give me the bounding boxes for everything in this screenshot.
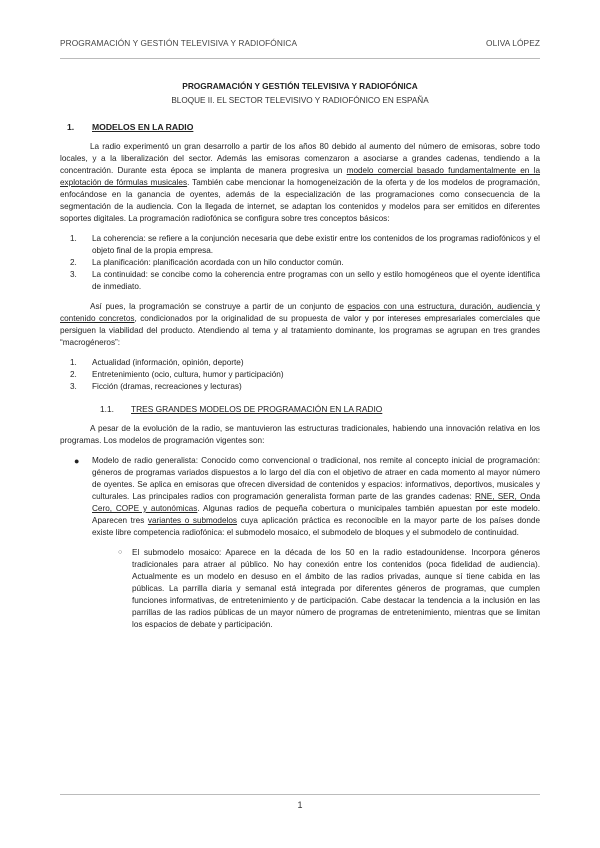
- subsection-title: TRES GRANDES MODELOS DE PROGRAMACIÓN EN LA RADIO: [131, 404, 383, 414]
- list-item: 1. La coherencia: se refiere a la conjunción necesaria que debe existir entre los contenidos de los programas radiofónicos y el objeto final de la propia empresa.: [70, 234, 540, 255]
- section-heading: [60, 121, 540, 133]
- list-item: ○ El submodelo mosaico: Aparece en la década de los 50 en la radio estadounidense. Incorpora géneros tradicionales para atraer al público. No hay conexión entre los contenidos (poca fidelidad de audiencia). Actualmente es un modelo en desuso en el ámbito de las radios privadas, aunque sí tiene cabida en las públicas. La parrilla diaria y semanal está integrada por diferentes géneros de programas, que cumplen funciones informativas, de entretenimiento y de participación. Cabe destacar la tendencia a la inclusión en las parrillas de las radios públicas de un mayor número de programas de entretenimiento, mientras que se limitan los espacios de debate y participación.: [112, 547, 540, 631]
- header-rule: [60, 58, 540, 59]
- list-item: 2. La planificación: planificación acordada con un hilo conductor común.: [70, 258, 344, 267]
- list-item: 2. Entretenimiento (ocio, cultura, humor y participación): [70, 370, 284, 379]
- list-item: 3. Ficción (dramas, recreaciones y lecturas): [70, 382, 242, 391]
- paragraph-macrogenres: Así pues, la programación se construye a partir de un conjunto de espacios con una estructura, duración, audiencia y contenido concretos, condicionados por la originalidad de su propuesta de valor y por intereses empresariales comerciales que persiguen la viabilidad del producto. Atendiendo al tema y al tratamiento dominante, los programas se agrupan en tres grandes “macrogéneros”:: [60, 302, 540, 347]
- concepts-list: [60, 233, 540, 293]
- paragraph-models: A pesar de la evolución de la radio, se mantuvieron las estructuras tradicionales, habiendo una innovación relativa en los programas. Los modelos de programación vigentes son:: [60, 424, 540, 445]
- models-list: [60, 455, 540, 539]
- subsection-heading: [100, 403, 540, 415]
- list-item: 3. La continuidad: se concibe como la coherencia entre programas con un sello y estilo homogéneos que el oyente identifica de inmediato.: [70, 270, 540, 291]
- list-item: 1. Actualidad (información, opinión, deporte): [70, 358, 244, 367]
- document-subtitle: BLOQUE II. EL SECTOR TELEVISIVO Y RADIOFÓNICO EN ESPAÑA: [171, 96, 429, 105]
- submodels-list: [112, 547, 540, 631]
- section-title: MODELOS EN LA RADIO: [92, 122, 194, 132]
- circle-bullet-icon: ○: [118, 549, 123, 556]
- paragraph-intro: La radio experimentó un gran desarrollo a partir de los años 80 debido al aumento del número de emisoras, sobre todo locales, y a la liberalización del sector. Además las emisoras comenzaron a asociarse a grandes cadenas, tendiendo a la concentración. Durante esta época se implanta de manera progresiva un modelo comercial basado fundamentalmente en la explotación de fórmulas musicales. También cabe mencionar la homogeneización de la oferta y de los modelos de programación, enfocándose en la ganancia de oyentes, además de la especialización de las programaciones como consecuencia de la segmentación de la audiencia. Con la llegada de internet, se adaptan los contenidos y modelos para ser emitidos en diferentes soportes digitales. La programación radiofónica se configura sobre tres conceptos básicos:: [60, 142, 540, 223]
- page-number: 1: [297, 800, 303, 810]
- header-author: OLIVA LÓPEZ: [486, 38, 540, 48]
- list-item: ● Modelo de radio generalista: Conocido como convencional o tradicional, nos remite al concepto inicial de programación: géneros de programas variados dispuestos a lo largo del día con el objetivo de atraer en cada momento al mayor número de oyentes. Se aplica en emisoras que ofrecen diversidad de contenidos y espacios: informativos, deportivos, musicales y culturales. Las principales radios con programación generalista forman parte de las grandes cadenas: RNE, SER, Onda Cero, COPE y autonómicas. Algunas radios de pequeña cobertura o municipales también apuestan por este modelo. Aparecen tres variantes o submodelos cuya aplicación práctica es reconocible en la mayor parte de los países donde existe libre competencia radiofónica: el submodelo mosaico, el submodelo de bloques y el submodelo de continuidad.: [60, 455, 540, 539]
- section-number: 1.: [67, 122, 75, 132]
- document-title: PROGRAMACIÓN Y GESTIÓN TELEVISIVA Y RADIOFÓNICA: [182, 81, 418, 91]
- document-body: [60, 80, 540, 631]
- genres-list: [60, 357, 540, 393]
- bullet-icon: ●: [74, 456, 80, 466]
- subsection-number: 1.1.: [100, 404, 114, 414]
- header-course-title: PROGRAMACIÓN Y GESTIÓN TELEVISIVA Y RADIOFÓNICA: [60, 38, 298, 48]
- footer-rule: [60, 794, 540, 795]
